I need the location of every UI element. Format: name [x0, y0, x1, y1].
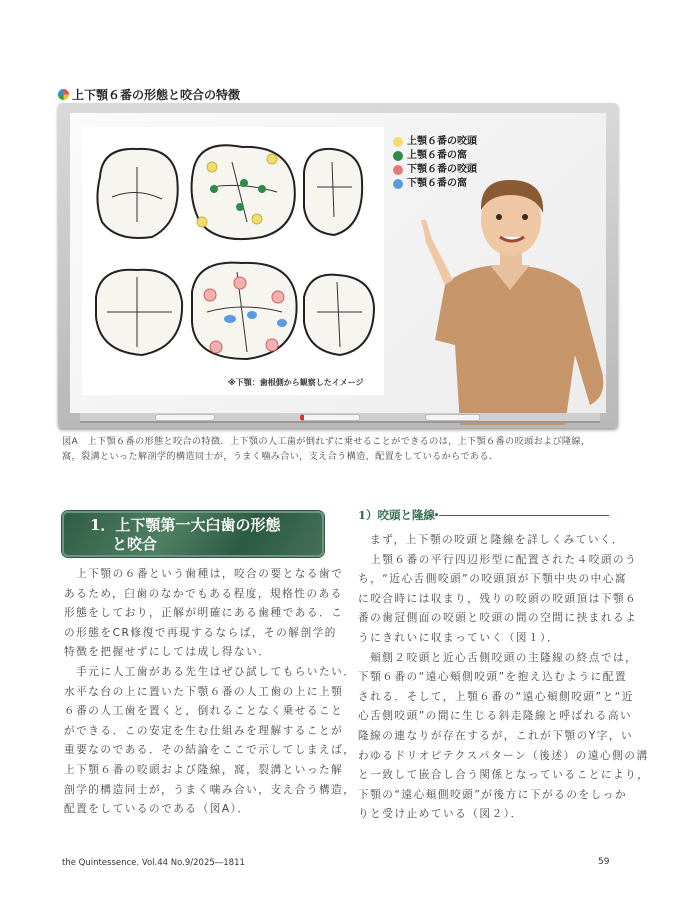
subsection-heading: [358, 507, 609, 523]
legend-label: 下顎６番の窩: [407, 178, 467, 189]
page-number: 59: [598, 857, 610, 867]
section-heading: [62, 511, 324, 557]
legend-item: [393, 149, 477, 163]
blue-dot-icon: [393, 179, 403, 189]
section-heading-line: 1．上下顎第一大臼歯の形態: [90, 516, 281, 534]
dentist-character-illustration: [405, 165, 625, 425]
text-line: の形態をCR修復で再現するならば，その解剖学的: [64, 626, 337, 639]
green-dot-icon: [393, 151, 403, 161]
text-line: ち，“近心舌側咬頭”の咬頭頂が下顎中央の中心窩: [358, 573, 628, 586]
text-line: 番の歯冠側面の咬頭と咬頭の間の空間に挟まれるよ: [358, 612, 638, 625]
left-column-text: [64, 565, 355, 820]
figure-note: ※下顎：歯根側から観察したイメージ: [228, 378, 364, 387]
text-line: りと受け止めている（図２）．: [358, 808, 523, 821]
text-line: 心舌側咬頭”の間に生じる斜走隆線と呼ばれる高い: [358, 710, 633, 723]
text-line: 頬側２咬頭と近心舌側咬頭の主隆線の終点では，: [358, 651, 638, 664]
text-line: される．そして，上顎６番の“遠心頬側咬頭”と“近: [358, 690, 634, 703]
subsection-heading-text: 1）咬頭と隆線: [358, 508, 436, 522]
colorball-icon: [58, 89, 69, 100]
text-line: 下顎６番の“遠心頬側咬頭”を抱え込むように配置: [358, 671, 628, 684]
text-line: に咬合時には収まり，残りの咬頭の咬頭頂は下顎６: [358, 592, 638, 605]
teeth-illustration: [82, 127, 384, 395]
journal-footer: the Quintessence. Vol.44 No.9/2025―1811: [62, 858, 245, 868]
legend-label: 上顎６番の咬頭: [407, 136, 477, 147]
legend-item: [393, 135, 477, 149]
teeth-illustration-panel: [82, 127, 384, 395]
text-line: あるため，臼歯のなかでもある程度，規格性のある: [64, 587, 343, 600]
figure-title: [58, 86, 240, 103]
red-marker: [300, 414, 360, 421]
text-line: と一致して嵌合し合う関係となっていることにより，: [358, 769, 650, 782]
figure-caption: [62, 434, 622, 464]
text-line: 下顎の“遠心頬側咬頭”が後方に下がるのをしっか: [358, 788, 628, 801]
text-line: ６番の人工歯を置くと，倒れることなく乗せること: [64, 705, 344, 718]
text-line: 隆線の連なりが存在するが，これが下顎のY字，い: [358, 729, 634, 742]
text-line: 特徴を把握せずにしては成し得ない．: [64, 646, 271, 659]
figure-title-text: 上下顎６番の形態と咬合の特徴: [72, 88, 241, 102]
heading-rule: [439, 515, 609, 516]
text-line: うにきれいに収まっていく（図１）．: [358, 631, 560, 644]
text-line: 水平な台の上に置いた下顎６番の人工歯の上に上顎: [64, 685, 344, 698]
text-line: 形態をしており，正解が明確にある歯種である．こ: [64, 607, 344, 620]
text-line: ができる．この安定を生む仕組みを理解することが: [64, 724, 344, 737]
text-line: 上下顎の６番という歯種は，咬合の要となる歯で: [64, 568, 344, 580]
blue-marker: [155, 414, 215, 421]
text-line: 上下顎６番の咬頭および隆線，窩，裂溝といった解: [64, 763, 344, 776]
legend-label: 下顎６番の咬頭: [407, 164, 477, 175]
text-line: 重要なのである．その結論をここで示してしまえば，: [64, 744, 356, 757]
text-line: わゆるドリオピテクスパターン（後述）の遠心側の溝: [358, 749, 649, 762]
legend-label: 上顎６番の窩: [407, 150, 467, 161]
text-line: 配置をしているのである（図A）．: [64, 803, 250, 816]
black-marker: [425, 414, 480, 421]
yellow-dot-icon: [393, 137, 403, 147]
caption-line: 図A 上下顎６番の形態と咬合の特徴．上下顎の人工歯が倒れずに乗せることができるのは，上下顎６番の咬頭および隆線，: [62, 436, 591, 447]
text-line: 手元に人工歯がある先生はぜひ試してもらいたい．: [64, 665, 356, 678]
right-column-text: [358, 531, 649, 825]
red-dot-icon: [393, 165, 403, 175]
text-line: 上顎６番の平行四辺形型に配置された４咬頭のう: [358, 553, 638, 566]
caption-line: 窩，裂溝といった解剖学的構造同士が，うまく噛み合い，支え合う構造，配置をしているからである．: [62, 451, 499, 462]
section-heading-line: と咬合: [112, 535, 158, 553]
text-line: 剖学的構造同士が，うまく噛み合い，支え合う構造，: [64, 783, 356, 796]
text-line: まず，上下顎の咬頭と隆線を詳しくみていく．: [358, 534, 625, 546]
